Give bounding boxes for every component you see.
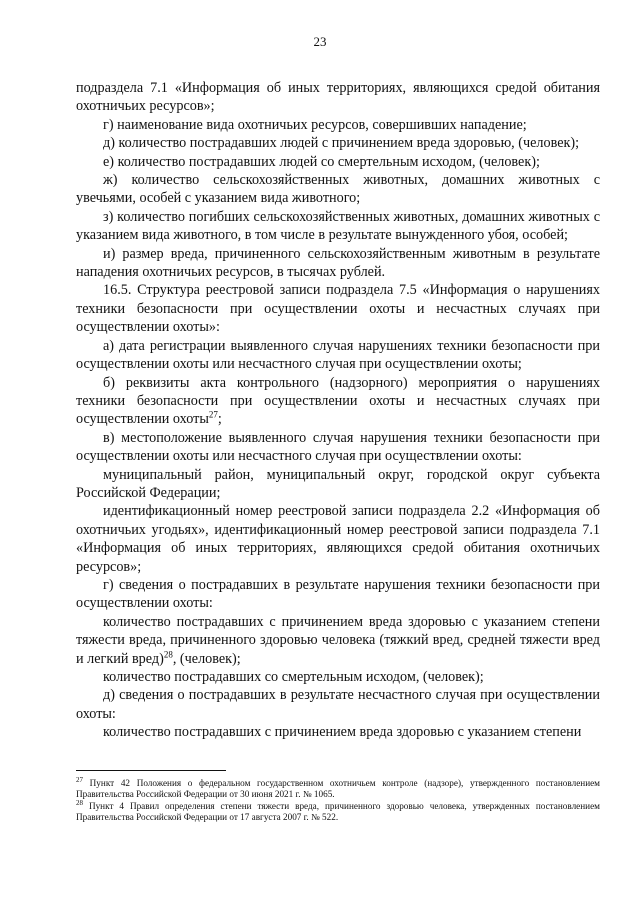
paragraph — [76, 668, 600, 686]
paragraph-text: идентификационный номер реестровой записи подраздела 2.2 «Информация об охотничьих угодьях», идентификационный номер реестровой записи подраздела 7.1 «Информация об иных территориях, являющихся средой обитания охотничьих ресурсов»; — [76, 503, 600, 575]
document-body — [76, 79, 600, 742]
paragraph — [76, 576, 600, 613]
paragraph — [76, 208, 600, 245]
paragraph-text: 16.5. Структура реестровой записи подраздела 7.5 «Информация о нарушениях техники безопасности при осуществлении охоты и несчастных случаях при осуществлении охоты»: — [76, 282, 600, 336]
footnote-text: Пункт 4 Правил определения степени тяжести вреда, причиненного здоровью человека, утвержденных постановлением Правительства Российской Федерации от 17 августа 2007 г. № 522. — [76, 801, 600, 822]
footnote — [76, 775, 600, 800]
paragraph — [76, 116, 600, 134]
paragraph-text-tail: ; — [217, 411, 222, 428]
footnote-number: 28 — [76, 798, 83, 807]
paragraph-text: ж) количество сельскохозяйственных животных, домашних животных с увечьями, особей с указанием вида животного; — [76, 172, 600, 207]
paragraph-text: и) размер вреда, причиненного сельскохозяйственным животным в результате нападения охотничьих ресурсов, в тысячах рублей. — [76, 245, 600, 281]
paragraph — [76, 245, 600, 282]
paragraph-text: количество пострадавших с причинением вреда здоровью с указанием степени тяжести вреда, причиненного здоровью человека (тяжкий вред, средней тяжести вред и легкий вред) — [76, 613, 600, 667]
paragraph — [76, 686, 600, 723]
paragraph-text: е) количество пострадавших людей со смертельным исходом, (человек); — [103, 153, 540, 170]
paragraph — [76, 466, 600, 503]
footnote-reference[interactable]: 28 — [163, 648, 173, 659]
paragraph — [76, 502, 600, 576]
footnote-separator — [76, 770, 226, 771]
paragraph — [76, 134, 600, 152]
paragraph-text: муниципальный район, муниципальный округ, городской округ субъекта Российской Федерации; — [76, 466, 600, 501]
paragraph-text: д) сведения о пострадавших в результате несчастного случая при осуществлении охоты: — [76, 687, 600, 722]
footnote — [76, 798, 600, 823]
paragraph-text: в) местоположение выявленного случая нарушения техники безопасности при осуществлении охоты или несчастного случая при осуществлении охоты: — [76, 429, 600, 465]
footnotes — [76, 775, 600, 824]
paragraph-text: а) дата регистрации выявленного случая нарушениях техники безопасности при осуществлении охоты или несчастного случая при осуществлении охоты; — [76, 337, 600, 373]
paragraph — [76, 374, 600, 429]
paragraph-text: подраздела 7.1 «Информация об иных территориях, являющихся средой обитания охотничьих ресурсов»; — [76, 80, 600, 115]
paragraph-text: б) реквизиты акта контрольного (надзорного) мероприятия о нарушениях техники безопасности при осуществлении охоты и несчастных случаях при осуществлении охоты — [76, 374, 600, 428]
page-number: 23 — [313, 34, 327, 49]
paragraph-text-tail: , (человек); — [172, 650, 241, 667]
paragraph-text: з) количество погибших сельскохозяйственных животных, домашних животных с указанием вида животного, в том числе в результате вынужденного убоя, особей; — [76, 208, 600, 244]
paragraph — [76, 429, 600, 466]
footnote-text: Пункт 42 Положения о федеральном государственном охотничьем контроле (надзоре), утвержденного постановлением Правительства Российской Федерации от 30 июня 2021 г. № 1065. — [76, 778, 600, 799]
paragraph — [76, 171, 600, 208]
paragraph — [76, 613, 600, 668]
paragraph — [76, 281, 600, 336]
paragraph-text: количество пострадавших с причинением вреда здоровью с указанием степени — [103, 724, 582, 741]
paragraph — [76, 337, 600, 374]
paragraph-text: г) сведения о пострадавших в результате нарушения техники безопасности при осуществлении охоты: — [76, 576, 600, 612]
footnote-reference[interactable]: 27 — [208, 409, 218, 420]
paragraph-text: д) количество пострадавших людей с причинением вреда здоровью, (человек); — [103, 135, 580, 152]
footnote-number: 27 — [76, 775, 83, 784]
paragraph-text: количество пострадавших со смертельным исходом, (человек); — [103, 669, 484, 685]
paragraph — [76, 153, 600, 171]
paragraph — [76, 723, 600, 741]
paragraph — [76, 79, 600, 116]
paragraph-text: г) наименование вида охотничьих ресурсов, совершивших нападение; — [103, 116, 527, 133]
